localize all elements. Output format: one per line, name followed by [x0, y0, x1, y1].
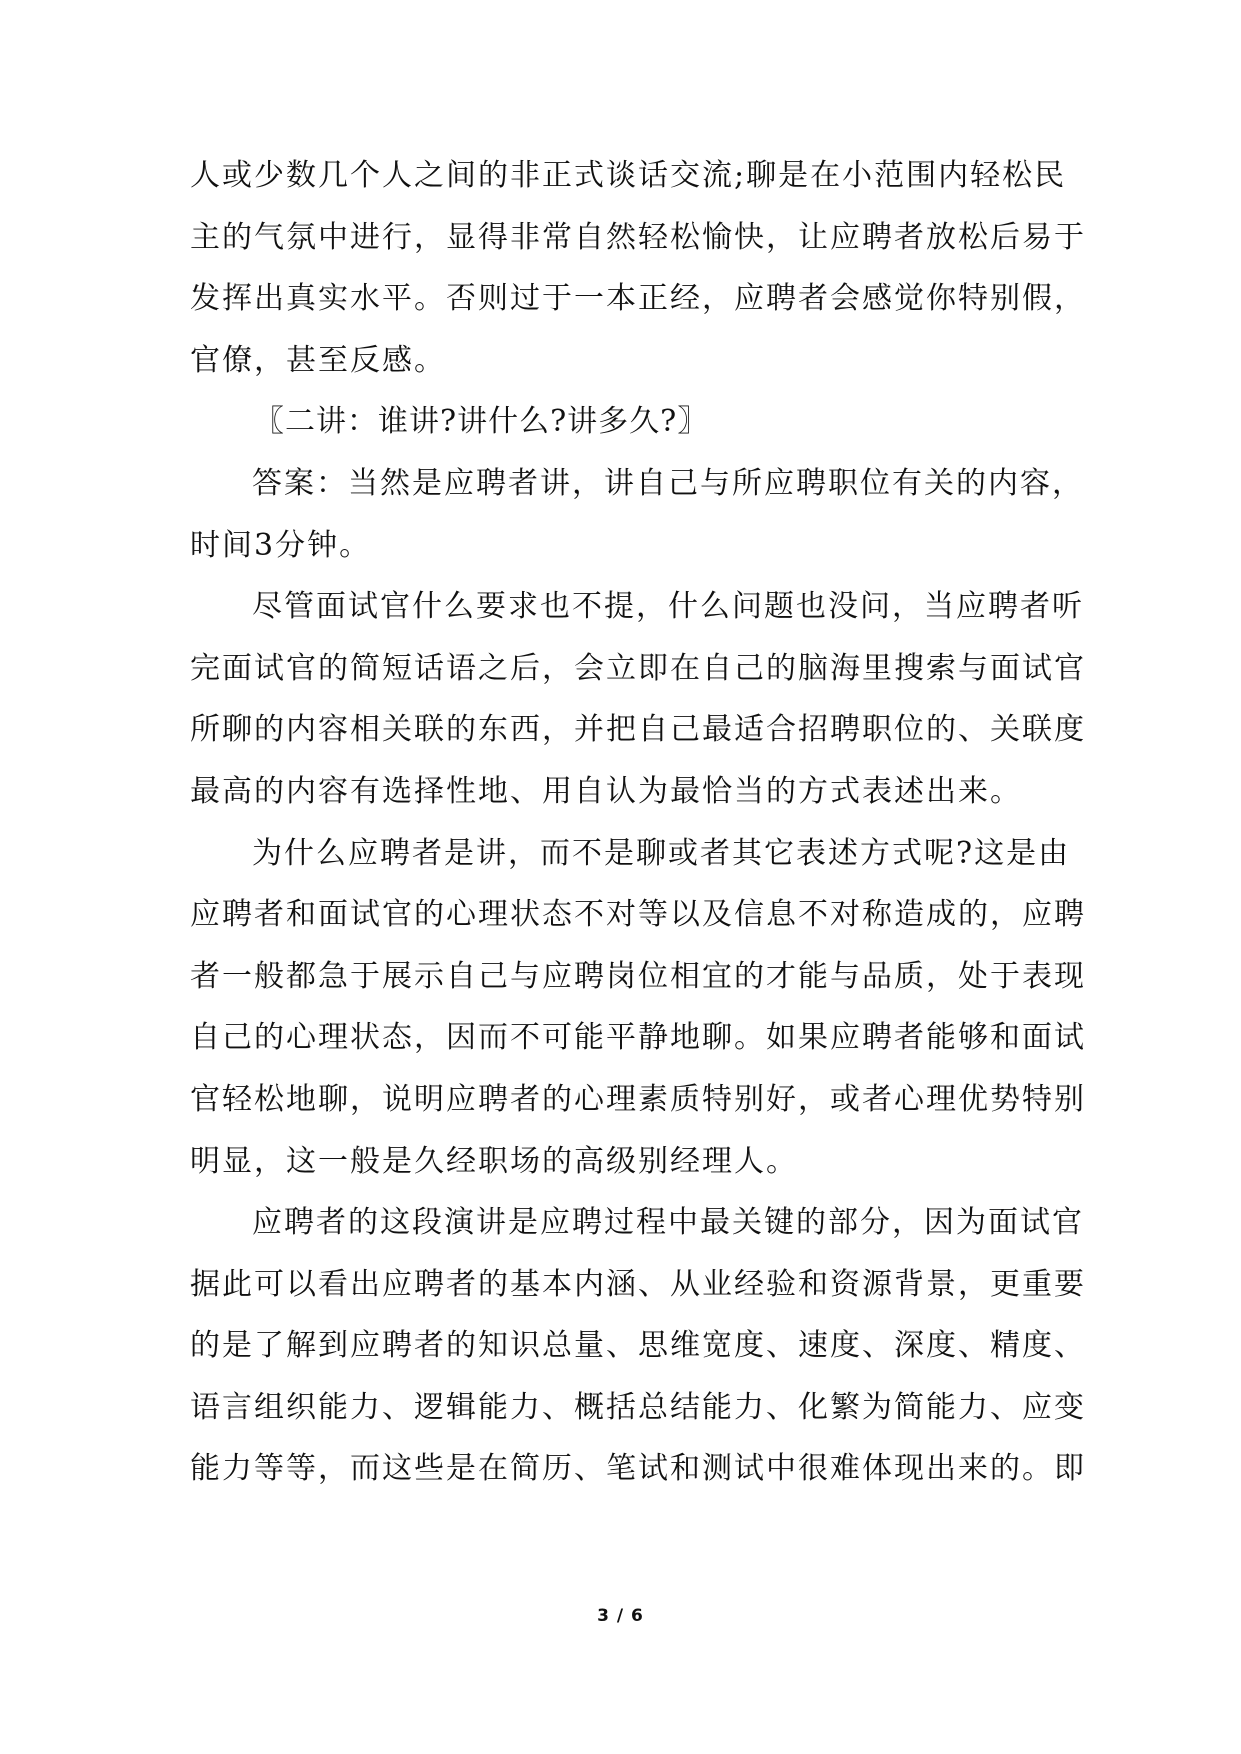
text-line: 人或少数几个人之间的非正式谈话交流;聊是在小范围内轻松民 — [190, 158, 1067, 193]
text-line: 时间3分钟。 — [190, 527, 372, 563]
text-line: 发挥出真实水平。否则过于一本正经，应聘者会感觉你特别假， — [190, 281, 1086, 317]
body-text — [190, 145, 1086, 1500]
text-line: 据此可以看出应聘者的基本内涵、从业经验和资源背景，更重要 — [190, 1266, 1086, 1302]
section-heading: 〖二讲：谁讲?讲什么?讲多久?〗 — [254, 404, 709, 440]
text-line: 应聘者的这段演讲是应聘过程中最关键的部分，因为面试官 — [252, 1205, 1084, 1241]
page-number: 3 / 6 — [597, 1606, 644, 1626]
text-line: 官僚，甚至反感。 — [190, 342, 446, 378]
text-line: 完面试官的简短话语之后，会立即在自己的脑海里搜索与面试官 — [190, 650, 1086, 686]
text-line: 能力等等，而这些是在简历、笔试和测试中很难体现出来的。即 — [190, 1451, 1086, 1487]
text-line: 所聊的内容相关联的东西，并把自己最适合招聘职位的、关联度 — [190, 712, 1086, 748]
text-line: 尽管面试官什么要求也不提，什么问题也没问，当应聘者听 — [252, 589, 1084, 625]
text-line: 的是了解到应聘者的知识总量、思维宽度、速度、深度、精度、 — [190, 1328, 1086, 1364]
text-line: 语言组织能力、逻辑能力、概括总结能力、化繁为简能力、应变 — [190, 1389, 1086, 1425]
text-line: 自己的心理状态，因而不可能平静地聊。如果应聘者能够和面试 — [190, 1020, 1086, 1056]
text-line: 最高的内容有选择性地、用自认为最恰当的方式表述出来。 — [190, 773, 1022, 809]
text-line: 明显，这一般是久经职场的高级别经理人。 — [190, 1143, 798, 1179]
text-line: 者一般都急于展示自己与应聘岗位相宜的才能与品质，处于表现 — [190, 958, 1086, 994]
text-line: 官轻松地聊，说明应聘者的心理素质特别好，或者心理优势特别 — [190, 1081, 1086, 1117]
text-line: 答案：当然是应聘者讲，讲自己与所应聘职位有关的内容， — [252, 465, 1084, 501]
text-line: 应聘者和面试官的心理状态不对等以及信息不对称造成的，应聘 — [190, 897, 1086, 933]
text-line: 主的气氛中进行，显得非常自然轻松愉快，让应聘者放松后易于 — [190, 219, 1086, 255]
text-line: 为什么应聘者是讲，而不是聊或者其它表述方式呢?这是由 — [252, 835, 1071, 871]
